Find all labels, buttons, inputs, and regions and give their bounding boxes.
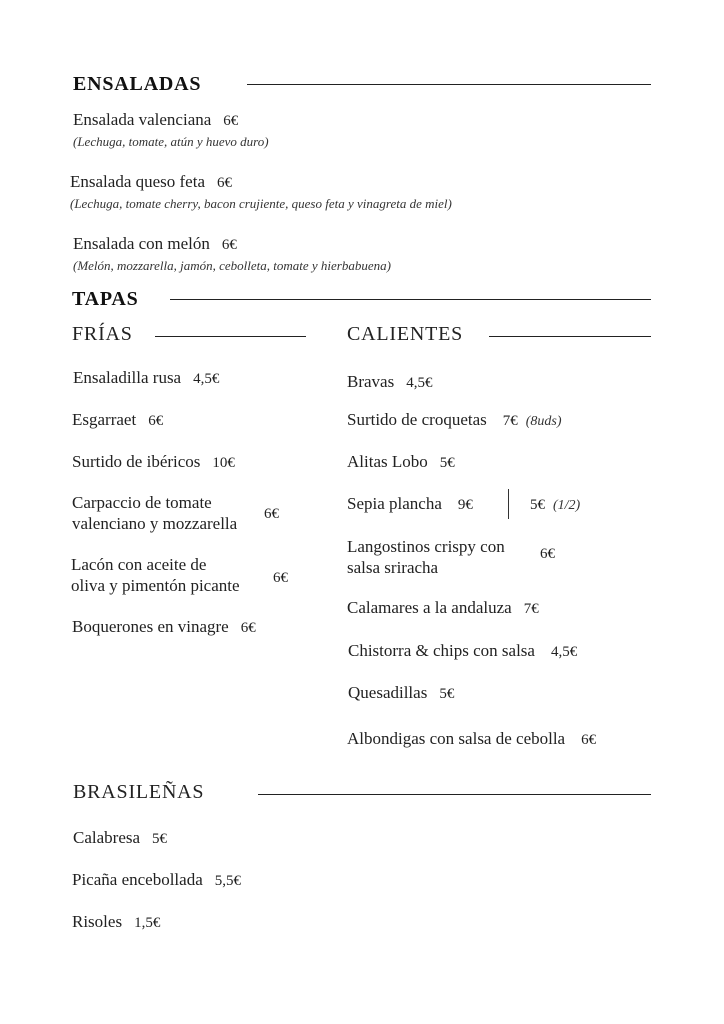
menu-item [71, 554, 240, 596]
item-name-line: Langostinos crispy con [347, 537, 505, 556]
item-name-line: salsa sriracha [347, 558, 439, 577]
menu-item [72, 617, 256, 637]
item-name: Albondigas con salsa de cebolla [347, 729, 566, 748]
item-description: (Lechuga, tomate cherry, bacon crujiente, queso feta y vinagreta de miel) [70, 196, 452, 211]
item-price: 5,5€ [214, 873, 241, 889]
item-price: 6€ [264, 506, 279, 522]
item-price: 5€ [439, 455, 455, 471]
menu-item [72, 452, 235, 472]
item-price: 6€ [581, 732, 597, 748]
item-name: Chistorra & chips con salsa [348, 641, 535, 660]
item-name: Calamares a la andaluza [347, 598, 512, 617]
item-name: Surtido de ibéricos [72, 452, 201, 471]
menu-item [73, 110, 238, 130]
menu-item [347, 410, 562, 430]
item-description: (Lechuga, tomate, atún y huevo duro) [73, 134, 269, 149]
item-name: Calabresa [73, 828, 141, 847]
item-name: Sepia plancha [347, 494, 442, 513]
item-name: Esgarraet [72, 410, 137, 429]
item-name: Ensalada valenciana [73, 110, 212, 129]
item-price: 4,5€ [193, 371, 220, 387]
item-name: Ensalada con melón [73, 234, 210, 253]
item-price: 6€ [240, 620, 256, 636]
item-price: 6€ [217, 175, 232, 191]
item-price: 6€ [148, 413, 164, 429]
item-name-line: Lacón con aceite de [71, 555, 207, 574]
item-price: 6€ [273, 570, 288, 586]
menu-item [73, 828, 167, 848]
menu-item [347, 494, 473, 514]
subsection-divider [155, 336, 306, 337]
subheading-frias: FRÍAS [72, 323, 133, 345]
price-separator [508, 489, 509, 519]
menu-item [72, 870, 241, 890]
section-divider [247, 84, 651, 85]
item-price: 6€ [540, 546, 555, 562]
menu-item-half [530, 494, 580, 514]
section-heading-brasilenas: BRASILEÑAS [73, 781, 205, 803]
item-price-half: 5€ [530, 497, 545, 513]
item-name: Quesadillas [348, 683, 428, 702]
section-heading-tapas: TAPAS [72, 288, 139, 310]
item-name: Picaña encebollada [72, 870, 203, 889]
item-price: 9€ [457, 497, 473, 513]
menu-item [73, 234, 237, 254]
subheading-calientes: CALIENTES [347, 323, 464, 345]
item-price: 5€ [439, 686, 455, 702]
item-name-line: Carpaccio de tomate [72, 493, 212, 512]
section-divider [258, 794, 651, 795]
item-price: 5€ [152, 831, 168, 847]
menu-item [347, 536, 505, 578]
item-price: 4,5€ [406, 375, 433, 391]
item-name: Surtido de croquetas [347, 410, 487, 429]
item-note: (8uds) [525, 414, 562, 429]
item-name: Bravas [347, 372, 395, 391]
section-divider [170, 299, 651, 300]
item-name: Ensalada queso feta [70, 172, 205, 191]
item-name-line: oliva y pimentón picante [71, 576, 240, 595]
item-price: 10€ [212, 455, 235, 471]
menu-item [347, 452, 455, 472]
menu-item [348, 641, 577, 661]
menu-item [72, 492, 237, 534]
menu-item [347, 598, 539, 618]
item-name: Boquerones en vinagre [72, 617, 229, 636]
menu-item [72, 912, 160, 932]
item-price: 6€ [221, 237, 237, 253]
menu-item [72, 410, 163, 430]
menu-item [70, 172, 232, 192]
item-name: Risoles [72, 912, 123, 931]
menu-item [348, 683, 454, 703]
menu-item [347, 372, 432, 392]
item-name: Ensaladilla rusa [73, 368, 182, 387]
subsection-divider [489, 336, 651, 337]
item-price: 7€ [523, 601, 539, 617]
item-note: (1/2) [553, 498, 581, 513]
item-name-line: valenciano y mozzarella [72, 514, 238, 533]
section-heading-ensaladas: ENSALADAS [73, 73, 202, 95]
item-price: 4,5€ [550, 644, 578, 660]
item-price: 6€ [223, 113, 239, 129]
menu-item [347, 729, 596, 749]
menu-item [73, 368, 219, 388]
item-price: 7€ [502, 413, 518, 429]
item-price: 1,5€ [134, 915, 161, 931]
item-name: Alitas Lobo [347, 452, 428, 471]
item-description: (Melón, mozzarella, jamón, cebolleta, tomate y hierbabuena) [73, 258, 391, 273]
